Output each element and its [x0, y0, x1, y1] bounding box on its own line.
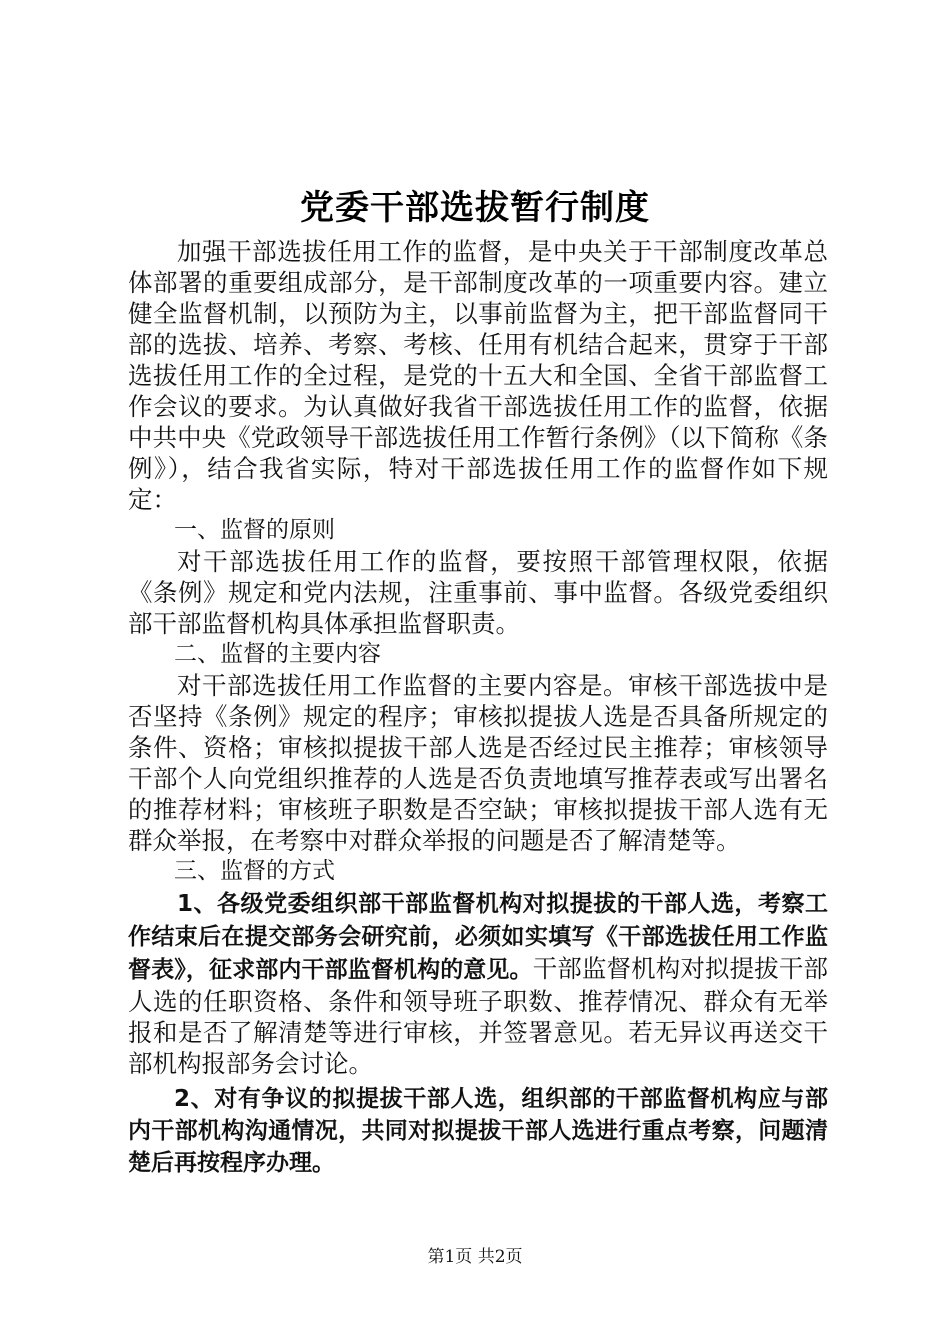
section-heading-content: 二、监督的主要内容	[174, 641, 381, 667]
principles-paragraph: 对干部选拔任用工作的监督，要按照干部管理权限，依据《条例》规定和党内法规，注重事前、事中监督。各级党委组织部干部监督机构具体承担监督职责。	[128, 547, 828, 638]
document-body	[128, 236, 828, 1179]
section-heading-principles: 一、监督的原则	[174, 517, 335, 543]
method-paragraph-2: 2、对有争议的拟提拔干部人选，组织部的干部监督机构应与部内干部机构沟通情况，共同对拟提拔干部人选进行重点考察，问题清楚后再按程序办理。	[128, 1086, 828, 1176]
document-title: 党委干部选拔暂行制度	[300, 188, 650, 228]
method-paragraph-1-bold: 1、各级党委组织部干部监督机构对拟提拔的干部人选，考察工作结束后在提交部务会研究前，必须如实填写《干部选拔任用工作监督表》，征求部内干部监督机构的意见。	[128, 891, 828, 983]
method-paragraph-1-normal: 干部监督机构对拟提拔干部人选的任职资格、条件和领导班子职数、推荐情况、群众有无举报和是否了解清楚等进行审核，并签署意见。若无异议再送交干部机构报部务会讨论。	[128, 954, 829, 1078]
page-footer: 第1页 共2页	[427, 1247, 523, 1267]
intro-paragraph: 加强干部选拔任用工作的监督，是中央关于干部制度改革总体部署的重要组成部分，是干部制度改革的一项重要内容。建立健全监督机制，以预防为主，以事前监督为主，把干部监督同干部的选拔、培养、考察、考核、任用有机结合起来，贯穿于干部选拔任用工作的全过程，是党的十五大和全国、全省干部监督工作会议的要求。为认真做好我省干部选拔任用工作的监督，依据中共中央《党政领导干部选拔任用工作暂行条例》（以下简称《条例》），结合我省实际，特对干部选拔任用工作的监督作如下规定：	[128, 237, 828, 514]
method-paragraph-1	[128, 887, 828, 1079]
section-heading-methods: 三、监督的方式	[174, 858, 335, 884]
content-paragraph: 对干部选拔任用工作监督的主要内容是。审核干部选拔中是否坚持《条例》规定的程序；审核拟提拔人选是否具备所规定的条件、资格；审核拟提拔干部人选是否经过民主推荐；审核领导干部个人向党组织推荐的人选是否负责地填写推荐表或写出署名的推荐材料；审核班子职数是否空缺；审核拟提拔干部人选有无群众举报，在考察中对群众举报的问题是否了解清楚等。	[128, 671, 828, 855]
